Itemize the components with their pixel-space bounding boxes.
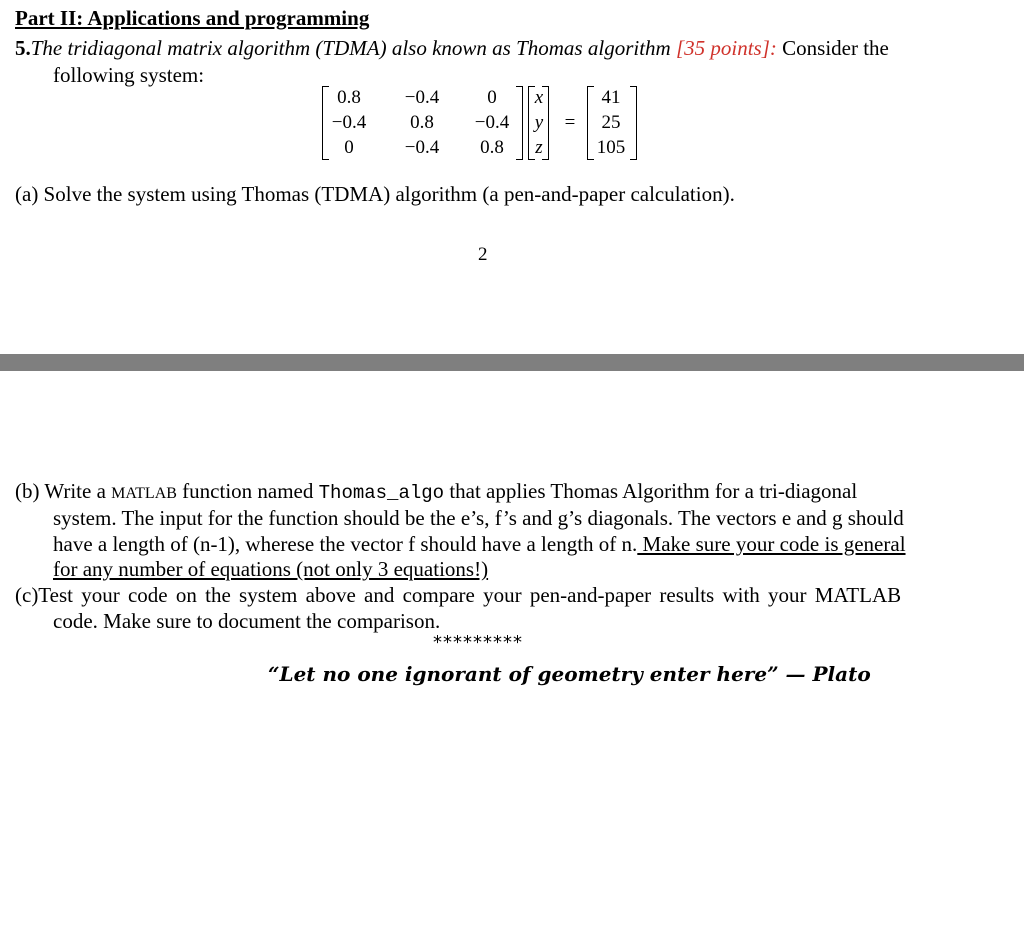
vector-cell: x — [534, 87, 544, 108]
question-line-2: following system: — [53, 63, 205, 87]
part-b-pre: (b) Write a — [15, 479, 112, 503]
matrix-cell: 0.8 — [480, 137, 504, 158]
plato-quote: “Let no one ignorant of geometry enter here” — Plato — [268, 662, 871, 686]
matrix-a-right-bracket — [516, 86, 523, 160]
part-b-mid: function named — [176, 479, 319, 503]
part-b-line-3-text: have a length of (n-1), wherese the vector f should have a length of n. — [53, 532, 638, 556]
part-b-line-3-underlined: Make sure your code is general — [637, 532, 906, 556]
matrix-cell: 0.8 — [410, 112, 434, 133]
page-heading: Part II: Applications and programming — [15, 6, 370, 30]
matrix-equation — [322, 86, 662, 162]
part-b-line-2: system. The input for the function should be the e’s, f’s and g’s diagonals. The vectors e and g should — [53, 506, 904, 530]
question-lead: Consider the — [776, 36, 889, 60]
vector-b-right-bracket — [630, 86, 637, 160]
vector-x-right-bracket — [542, 86, 549, 160]
vector-cell: 105 — [596, 137, 626, 158]
matrix-cell: 0 — [344, 137, 354, 158]
vector-cell: z — [535, 137, 543, 158]
function-name: Thomas_algo — [318, 482, 445, 504]
question-title-line — [15, 38, 889, 59]
part-c-line-1: (c)Test your code on the system above and compare your pen-and-paper results with your MATLAB — [15, 583, 902, 607]
matrix-cell: 0.8 — [337, 87, 361, 108]
part-b-line-3 — [53, 534, 906, 555]
question-points: [35 points]: — [675, 36, 777, 60]
page-separator — [0, 354, 1024, 371]
matrix-cell: −0.4 — [404, 87, 440, 108]
matrix-cell: −0.4 — [474, 112, 510, 133]
page-number: 2 — [478, 244, 488, 265]
vector-cell: 25 — [601, 112, 621, 133]
matrix-cell: −0.4 — [404, 137, 440, 158]
part-a: (a) Solve the system using Thomas (TDMA) algorithm (a pen-and-paper calculation). — [15, 182, 735, 206]
part-b-line-4: for any number of equations (not only 3 equations!) — [53, 557, 489, 581]
part-b-line-1 — [15, 481, 857, 503]
vector-cell: y — [534, 112, 544, 133]
equals-sign: = — [564, 112, 576, 133]
question-title: The tridiagonal matrix algorithm (TDMA) also known as Thomas algorithm — [30, 36, 671, 60]
vector-cell: 41 — [601, 87, 621, 108]
part-b-post: that applies Thomas Algorithm for a tri-diagonal — [444, 479, 858, 503]
matlab-label: MATLAB — [111, 485, 177, 502]
question-number: 5. — [15, 36, 31, 60]
matrix-cell: −0.4 — [331, 112, 367, 133]
matrix-cell: 0 — [487, 87, 497, 108]
stars-divider: ********* — [433, 632, 523, 653]
part-c-line-2: code. Make sure to document the comparison. — [53, 609, 441, 633]
